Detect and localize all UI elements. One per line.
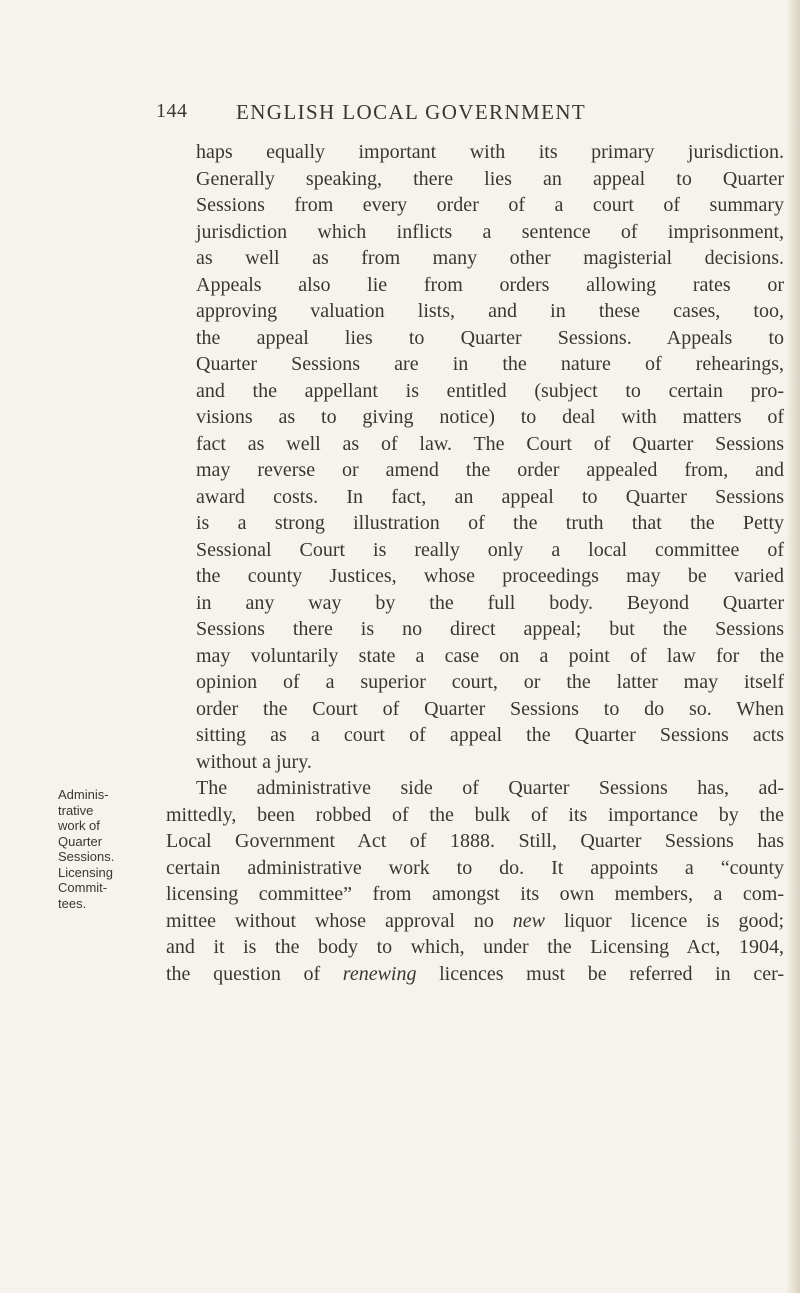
text-line: visions as to giving notice) to deal with matters of [196, 406, 784, 428]
text-line: jurisdiction which inflicts a sentence of imprisonment, [196, 220, 784, 243]
page-header [156, 100, 666, 134]
text-line: Generally speaking, there lies an appeal to Quarter [196, 167, 784, 190]
text-line: Sessional Court is really only a local committee of [196, 538, 784, 561]
margin-note-line: Quarter [58, 833, 103, 849]
italic-word: renewing [342, 962, 417, 985]
text-line: order the Court of Quarter Sessions to do so. When [196, 697, 784, 720]
text-line: in any way by the full body. Beyond Quarter [196, 591, 784, 614]
text-segment: liquor licence is good; [545, 909, 785, 932]
text-line: the county Justices, whose proceedings may be varied [196, 565, 784, 587]
text-line: and it is the body to which, under the Licensing Act, 1904, [166, 936, 784, 958]
text-segment: the question of [166, 962, 343, 985]
text-line [166, 908, 784, 935]
text-line: The administrative side of Quarter Sessions has, ad- [196, 777, 784, 799]
text-line: sitting as a court of appeal the Quarter Sessions acts [196, 724, 784, 746]
margin-note-line: Sessions. [58, 849, 115, 864]
page-edge [786, 0, 800, 1293]
margin-note-line: trative [58, 802, 94, 818]
text-line: as well as from many other magisterial decisions. [196, 247, 784, 269]
text-line: opinion of a superior court, or the latter may itself [196, 671, 784, 693]
text-segment: mittee without whose approval no [166, 909, 513, 932]
text-line: Appeals also lie from orders allowing rates or [196, 273, 784, 296]
text-segment: licences must be referred in cer- [416, 962, 784, 985]
text-line [166, 961, 784, 988]
text-line: may voluntarily state a case on a point of law for the [196, 644, 784, 667]
text-line: approving valuation lists, and in these cases, too, [196, 300, 784, 322]
margin-note-line: work of [58, 818, 100, 833]
margin-note-line: Adminis- [58, 787, 109, 802]
text-line: the appeal lies to Quarter Sessions. Appeals to [196, 326, 784, 349]
text-line: certain administrative work to do. It appoints a “county [166, 856, 784, 879]
margin-note-line: Licensing [58, 864, 113, 880]
text-line: without a jury. [196, 750, 312, 773]
text-line: licensing committee” from amongst its own members, a com- [166, 883, 784, 905]
margin-note-line: tees. [58, 895, 87, 911]
text-line: mittedly, been robbed of the bulk of its importance by the [166, 803, 784, 826]
text-line: Sessions there is no direct appeal; but the Sessions [196, 618, 784, 640]
text-line: is a strong illustration of the truth that the Petty [196, 512, 784, 534]
margin-note-line: Commit- [58, 880, 108, 895]
text-line: Quarter Sessions are in the nature of rehearings, [196, 353, 784, 375]
italic-word: new [512, 909, 546, 932]
text-line: award costs. In fact, an appeal to Quarter Sessions [196, 485, 784, 508]
text-line: may reverse or amend the order appealed from, and [196, 459, 784, 481]
text-line: Local Government Act of 1888. Still, Quarter Sessions has [166, 830, 784, 852]
text-line: and the appellant is entitled (subject to certain pro- [196, 379, 784, 402]
page-number: 144 [156, 100, 188, 122]
margin-note [58, 787, 158, 911]
body-text [166, 139, 785, 987]
text-line: Sessions from every order of a court of summary [196, 194, 784, 216]
text-line: haps equally important with its primary jurisdiction. [196, 141, 784, 163]
text-line: fact as well as of law. The Court of Quarter Sessions [196, 432, 784, 455]
running-title: ENGLISH LOCAL GOVERNMENT [236, 100, 587, 124]
